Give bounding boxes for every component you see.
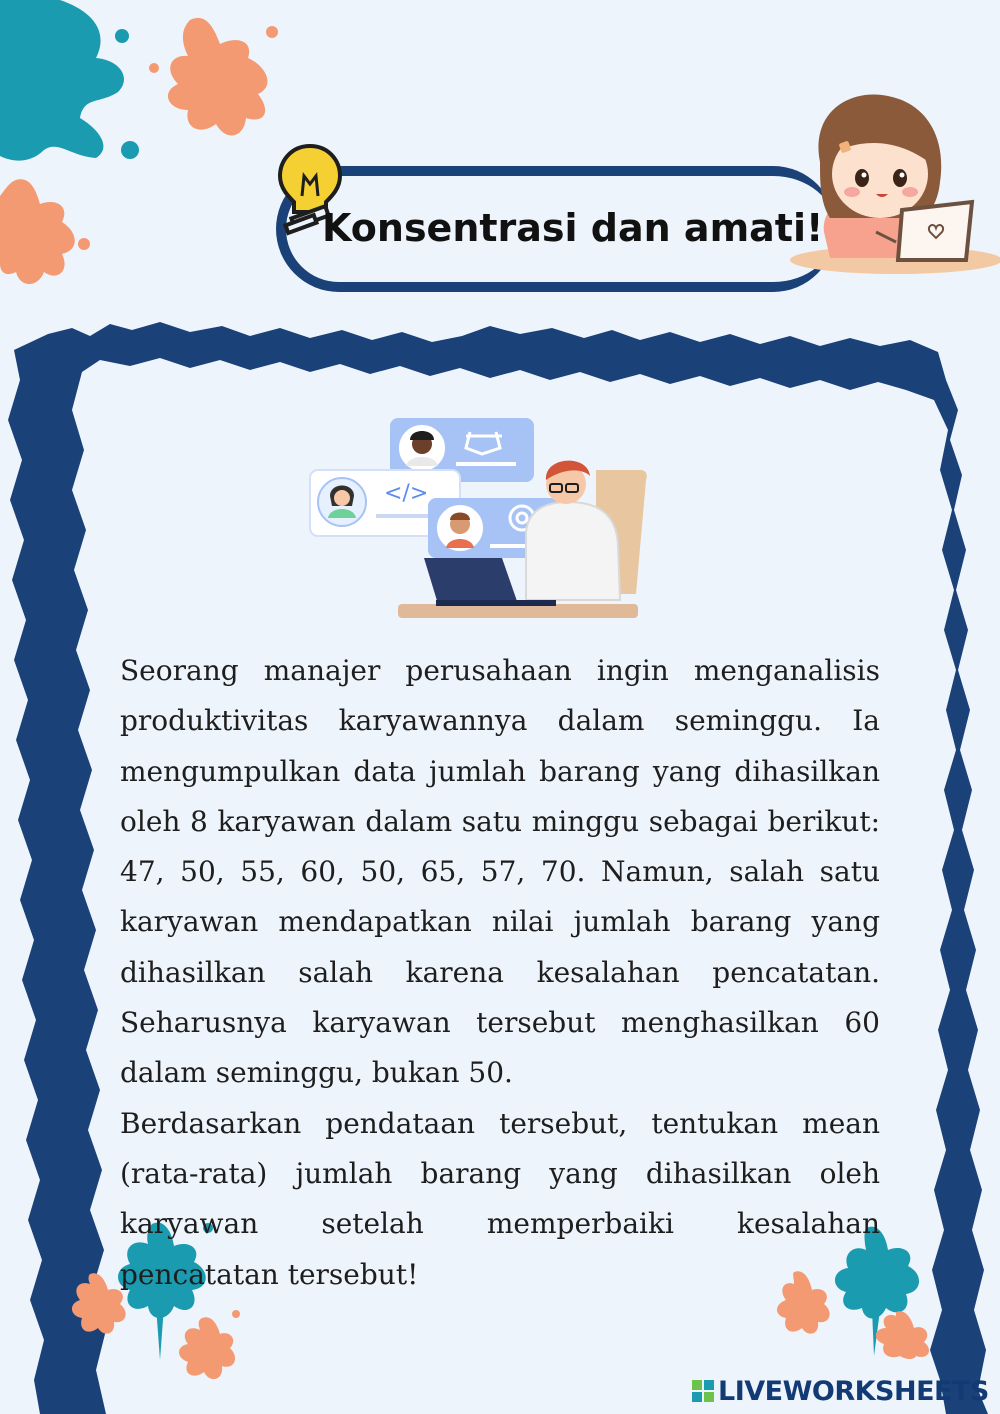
girl-with-laptop-illustration xyxy=(790,82,1000,292)
story-paragraph: Seorang manajer perusahaan ingin menganalisis produktivitas karyawannya dalam seminggu. Ia mengumpulkan data jumlah barang yang dihasilkan oleh 8 karyawan dalam satu minggu sebagai berikut: 47, 50, 55, 60, 50, 65, 57, 70. Namun, salah satu karyawan mendapatkan nilai jumlah barang yang dihasilkan salah karena kesalahan pencatatan. Seharusnya karyawan tersebut menghasilkan 60 dalam seminggu, bukan 50. xyxy=(120,654,880,1090)
liveworksheets-brand xyxy=(692,1374,989,1408)
paint-splats-top-left xyxy=(0,0,300,300)
story-problem xyxy=(120,646,880,1300)
brand-name: LIVEWORKSHEETS xyxy=(718,1375,989,1407)
code-symbol: </> xyxy=(384,481,429,506)
question-paragraph: Berdasarkan pendataan tersebut, tentukan mean (rata-rata) jumlah barang yang dihasilkan oleh karyawan setelah memperbaiki kesalahan pencatatan tersebut! xyxy=(120,1106,880,1291)
remote-team-illustration xyxy=(306,414,650,624)
page-title: Konsentrasi dan amati! xyxy=(322,206,824,250)
liveworksheets-logo-icon xyxy=(692,1380,714,1402)
